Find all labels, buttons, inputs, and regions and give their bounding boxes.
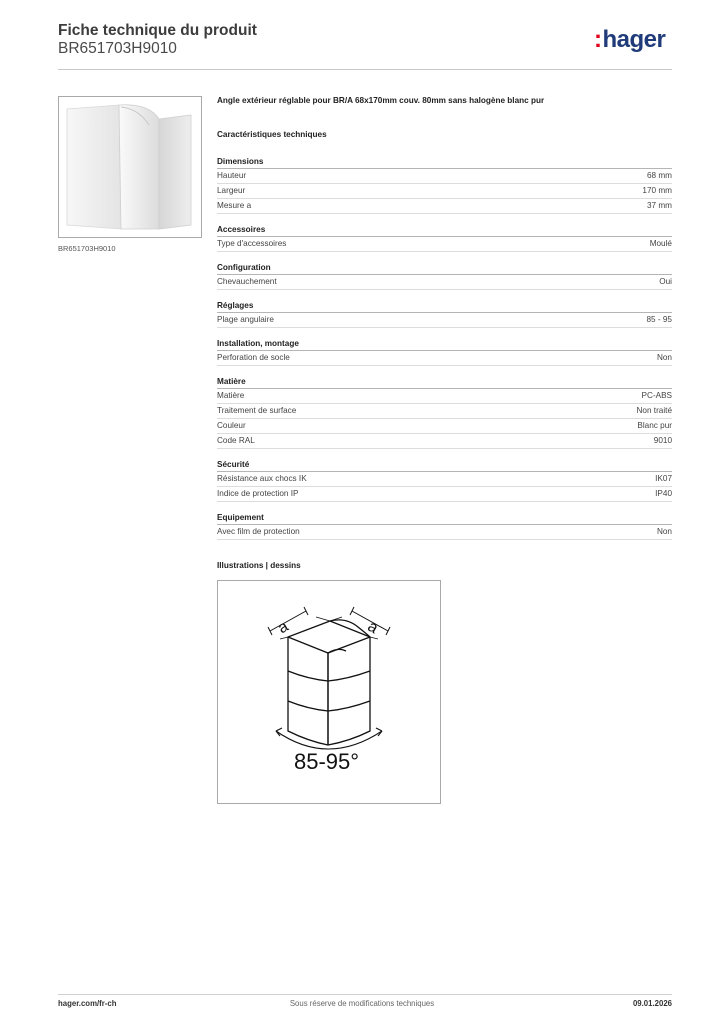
spec-row — [217, 313, 672, 328]
spec-label: Type d'accessoires — [217, 239, 287, 248]
spec-group-reglages — [217, 300, 672, 328]
spec-row — [217, 472, 672, 487]
spec-value: IK07 — [655, 474, 672, 483]
product-description: Angle extérieur réglable pour BR/A 68x170mm couv. 80mm sans halogène blanc pur — [217, 96, 545, 105]
spec-row — [217, 487, 672, 502]
spec-group-title: Configuration — [217, 262, 672, 275]
spec-value: 37 mm — [646, 201, 672, 210]
logo-colon: : — [594, 26, 602, 53]
illustrations-heading: Illustrations | dessins — [217, 561, 301, 570]
dimension-label-a-right: a — [364, 617, 381, 638]
spec-value: Oui — [659, 277, 672, 286]
spec-row — [217, 525, 672, 540]
spec-group-dimensions — [217, 156, 672, 214]
spec-group-installation — [217, 338, 672, 366]
spec-group-title: Equipement — [217, 512, 672, 525]
footer-divider — [58, 994, 672, 995]
spec-row — [217, 237, 672, 252]
spec-label: Résistance aux chocs IK — [217, 474, 307, 483]
spec-label: Code RAL — [217, 436, 255, 445]
spec-label: Mesure a — [217, 201, 252, 210]
footer-notice: Sous réserve de modifications techniques — [289, 999, 435, 1008]
product-photo — [58, 96, 202, 238]
page-title: Fiche technique du produit — [58, 22, 257, 39]
spec-value: IP40 — [655, 489, 672, 498]
spec-value: PC-ABS — [641, 391, 672, 400]
spec-label: Traitement de surface — [217, 406, 297, 415]
spec-group-title: Sécurité — [217, 459, 672, 472]
spec-group-accessoires — [217, 224, 672, 252]
spec-value: Non traité — [636, 406, 672, 415]
spec-row — [217, 184, 672, 199]
spec-label: Indice de protection IP — [217, 489, 299, 498]
spec-label: Perforation de socle — [217, 353, 290, 362]
spec-row — [217, 404, 672, 419]
spec-row — [217, 169, 672, 184]
dimension-label-a-left: a — [275, 617, 292, 638]
spec-row — [217, 351, 672, 366]
specs-heading: Caractéristiques techniques — [217, 130, 327, 139]
spec-label: Plage angulaire — [217, 315, 274, 324]
spec-group-securite — [217, 459, 672, 502]
spec-group-matiere — [217, 376, 672, 449]
spec-value: Non — [656, 353, 672, 362]
spec-label: Matière — [217, 391, 245, 400]
spec-value: Non — [656, 527, 672, 536]
spec-row — [217, 389, 672, 404]
logo-text: hager — [602, 26, 666, 53]
spec-value: 68 mm — [646, 171, 672, 180]
spec-group-configuration — [217, 262, 672, 290]
spec-group-title: Matière — [217, 376, 672, 389]
header-divider — [58, 69, 672, 70]
spec-label: Hauteur — [217, 171, 247, 180]
hager-logo — [594, 26, 665, 54]
spec-row — [217, 275, 672, 290]
spec-label: Largeur — [217, 186, 246, 195]
spec-group-title: Réglages — [217, 300, 672, 313]
footer-website-link[interactable]: hager.com/fr-ch — [58, 999, 117, 1008]
spec-value: 9010 — [653, 436, 672, 445]
product-reference: BR651703H9010 — [58, 40, 177, 57]
spec-value: 170 mm — [642, 186, 672, 195]
spec-value: Blanc pur — [637, 421, 672, 430]
spec-label: Couleur — [217, 421, 246, 430]
spec-group-title: Accessoires — [217, 224, 672, 237]
specs-table — [217, 156, 672, 550]
angle-label: 85-95° — [294, 749, 360, 774]
product-photo-image — [59, 97, 201, 237]
spec-group-title: Dimensions — [217, 156, 672, 169]
footer-date: 09.01.2026 — [632, 999, 672, 1008]
spec-group-equipement — [217, 512, 672, 540]
spec-row — [217, 434, 672, 449]
spec-row — [217, 199, 672, 214]
spec-label: Chevauchement — [217, 277, 277, 286]
spec-value: 85 - 95 — [646, 315, 672, 324]
spec-group-title: Installation, montage — [217, 338, 672, 351]
spec-row — [217, 419, 672, 434]
technical-drawing — [217, 580, 441, 804]
photo-caption: BR651703H9010 — [58, 244, 116, 253]
spec-value: Moulé — [649, 239, 672, 248]
spec-label: Avec film de protection — [217, 527, 300, 536]
